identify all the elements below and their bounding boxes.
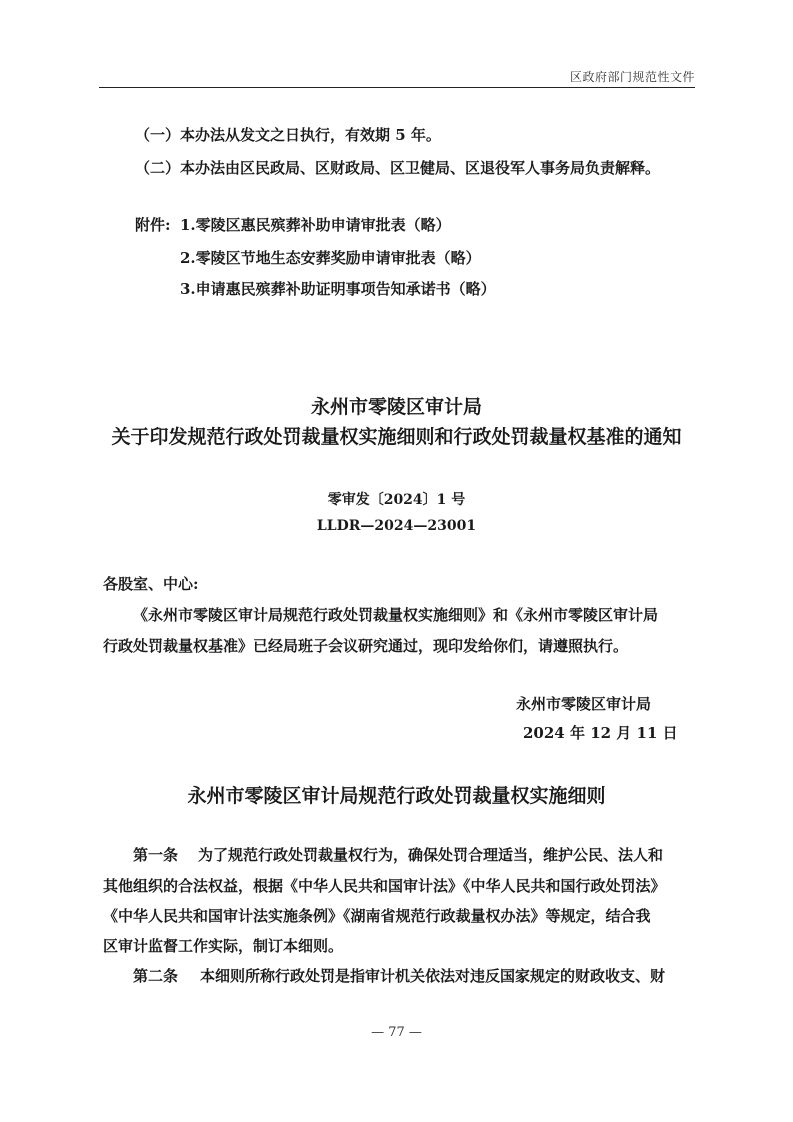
notice-issuer: 永州市零陵区审计局 — [310, 396, 482, 418]
notice-body-line-1: 《永州市零陵区审计局规范行政处罚裁量权实施细则》和《永州市零陵区审计局 — [133, 606, 659, 624]
clause-item-2: （二）本办法由区民政局、区财政局、区卫健局、区退役军人事务局负责解释。 — [135, 159, 661, 177]
clause-item-1: （一）本办法从发文之日执行，有效期 5 年。 — [135, 126, 441, 144]
attachment-2: 2.零陵区节地生态安葬奖励申请审批表（略） — [180, 249, 481, 267]
page-header-label: 区政府部门规范性文件 — [569, 70, 695, 84]
notice-title: 关于印发规范行政处罚裁量权实施细则和行政处罚裁量权基准的通知 — [111, 426, 682, 448]
attachment-1: 1.零陵区惠民殡葬补助申请审批表（略） — [180, 216, 451, 234]
addressee: 各股室、中心: — [103, 575, 199, 593]
notice-body-line-2: 行政处罚裁量权基准》已经局班子会议研究通过，现印发给你们，请遵照执行。 — [103, 637, 629, 655]
article-2-line-1: 本细则所称行政处罚是指审计机关依法对违反国家规定的财政收支、财 — [200, 967, 666, 985]
reg-number: LLDR—2024—23001 — [316, 518, 477, 534]
signature-issuer: 永州市零陵区审计局 — [516, 695, 652, 713]
doc-number: 零审发〔2024〕1 号 — [327, 492, 466, 508]
article-2-label: 第二条 — [133, 967, 179, 985]
article-1-label: 第一条 — [133, 846, 179, 864]
article-1-line-1: 为了规范行政处罚裁量权行为，确保处罚合理适当，维护公民、法人和 — [198, 846, 664, 864]
signature-date: 2024 年 12 月 11 日 — [523, 724, 678, 742]
article-1-line-3: 《中华人民共和国审计法实施条例》《湖南省规范行政裁量权办法》等规定，结合我 — [103, 907, 651, 925]
rules-title: 永州市零陵区审计局规范行政处罚裁量权实施细则 — [187, 785, 606, 807]
header-rule — [99, 87, 695, 88]
attachment-3: 3.申请惠民殡葬补助证明事项告知承诺书（略） — [180, 280, 496, 298]
article-1-line-4: 区审计监督工作实际，制订本细则。 — [103, 937, 344, 955]
attachments-label: 附件: — [135, 216, 171, 234]
article-1-line-2: 其他组织的合法权益，根据《中华人民共和国审计法》《中华人民共和国行政处罚法》 — [103, 877, 666, 895]
page-number: — 77 — — [371, 1025, 422, 1040]
